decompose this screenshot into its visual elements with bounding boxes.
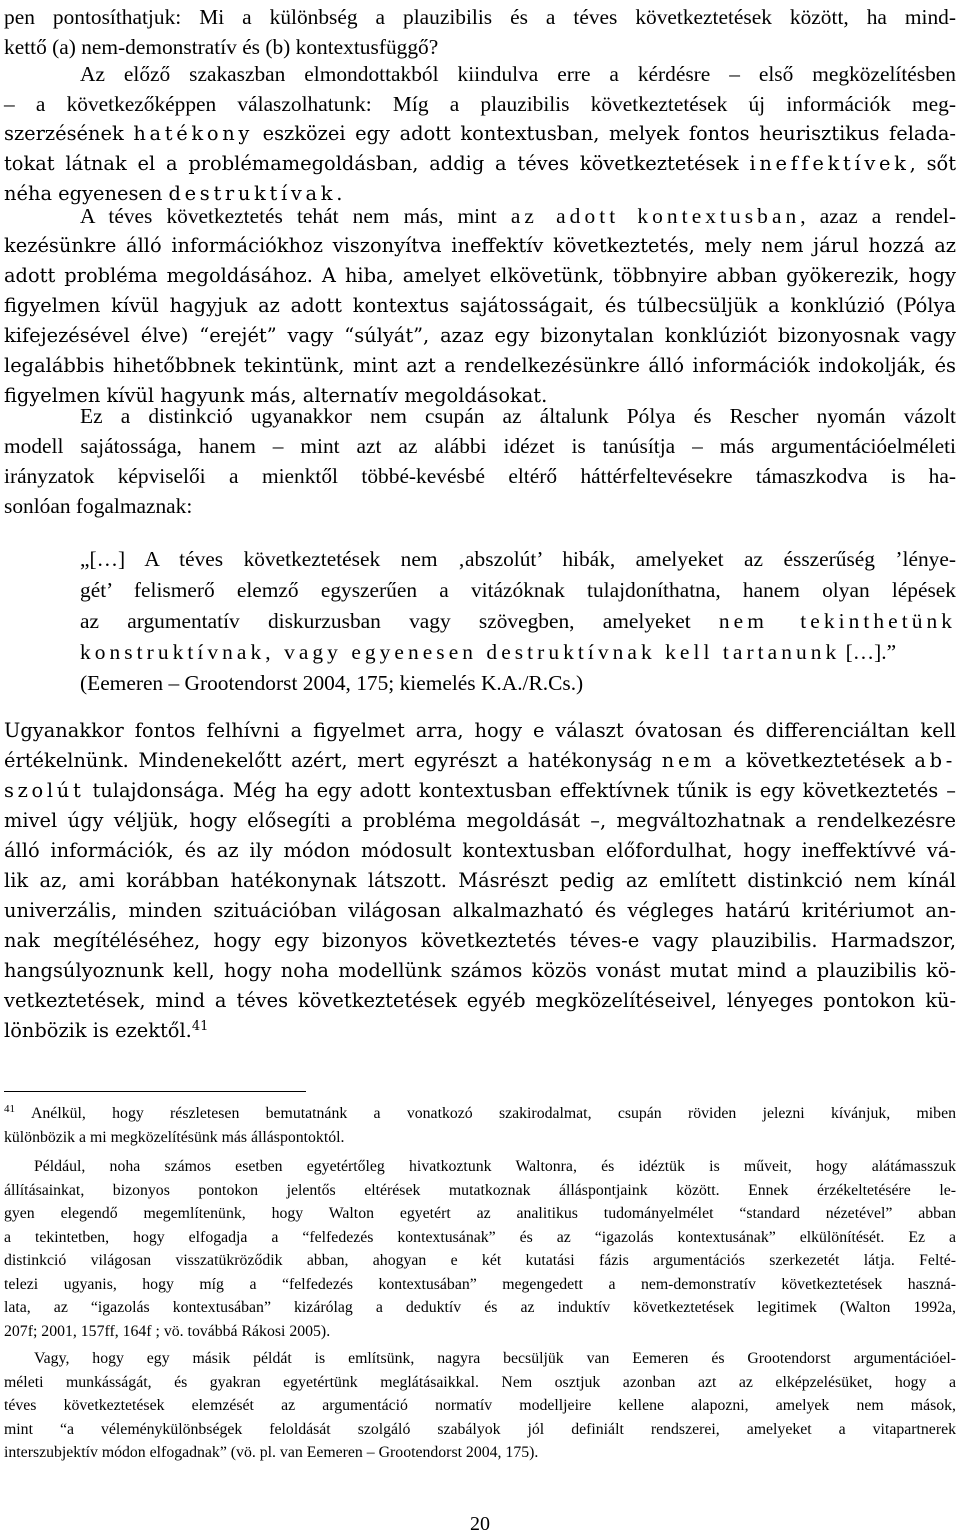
text-line: modell sajátossága, hanem – mint azt az alábbi idézet is tanúsítja – más argumentációelméleti [4, 434, 956, 458]
text-line: értékelnünk. Mindenekelőtt azért, mert egyrészt a hatékonyság nem a következtetések ab- [4, 749, 956, 772]
footnote-line: állításainkat, bizonyos pontokon jelentős eltérések mutatkoznak álláspontjaink között. Ennek érzékeltetésére le- [4, 1181, 956, 1199]
footnote-line: 207f; 2001, 157ff, 164f ; vö. továbbá Rákosi 2005). [4, 1322, 331, 1340]
footnote-line: téves következtetések elemzését az argumentáció normatív modelljeire kellene alapozni, amelyek nem mások, [4, 1397, 956, 1414]
text-line: kezésünkre álló információkhoz viszonyítva ineffektív következtetés, mely nem járul hozzá az [4, 234, 956, 257]
text-line: irányzatok képviselői a mienktől többé-kevésbé eltérő háttérfeltevésekre támaszkodva is ha- [4, 464, 956, 488]
text-line: szerzésének hatékony eszközei egy adott kontextusban, melyek fontos heurisztikus felada- [4, 122, 956, 145]
text-line: konstruktívnak, vagy egyenesen destruktívnak kell tartanunk […].” [80, 640, 897, 664]
text-line: lik az, ami korábban hatékonynak látszott. Másrészt pedig az említett distinkció nem kínál [4, 869, 956, 892]
paragraph [4, 2, 956, 62]
text-line: tokat látnak el a problémamegoldásban, addig a téves következtetések ineffektívek, sőt [4, 152, 957, 175]
text-line: gét’ felismerő elemző egyszerűen a vitázóknak tulajdoníthatna, hanem olyan lépések [80, 578, 956, 602]
citation: (Eemeren – Grootendorst 2004, 175; kiemelés K.A./R.Cs.) [80, 671, 584, 695]
text-line: néha egyenesen destruktívak. [4, 182, 343, 205]
emphasis-text: konstruktívnak, vagy egyenesen destruktívnak kell tartanunk [80, 640, 841, 664]
footnote-line: lata, az “igazolás kontextusában” kizárólag a deduktív és az induktív következtetések legitimek (Walton 1992a, [4, 1299, 956, 1316]
footnote-paragraph [4, 1347, 956, 1465]
text-line: figyelmen kívül hagyjuk az adott kontextus sajátosságait, és túlbecsüljük a konklúzió (Pólya [4, 294, 956, 317]
text-line: szolút tulajdonsága. Még ha egy adott kontextusban effektívnek tűnik is egy következtetés – [4, 779, 956, 802]
text-line: lönbözik is ezektől.$^{41}$ [4, 1019, 209, 1042]
footnote-line: $^{41}$ Anélkül, hogy részletesen bemutatnánk a vonatkozó szakirodalmat, csupán röviden jelezni kívánjuk, miben [4, 1103, 956, 1122]
paragraph [4, 201, 956, 411]
paragraph [4, 59, 956, 209]
emphasis-text: az adott kontextusban [510, 204, 801, 228]
paragraph [4, 716, 956, 1046]
text-line: – a következőképpen válaszolhatunk: Míg a plauzibilis következtetések új információk meg- [4, 92, 956, 116]
text-line: figyelmen kívül hagyunk más, alternatív megoldásokat. [4, 384, 548, 407]
emphasis-text: nem tekinthetünk [718, 609, 956, 633]
footnote-line: Vagy, hogy egy másik példát is említsünk, nagyra becsüljük van Eemeren és Grootendorst argumentációel- [34, 1350, 956, 1367]
text-line: Ugyanakkor fontos felhívni a figyelmet arra, hogy e választ óvatosan és differenciáltan kell [4, 719, 956, 742]
footnote-line: a tekintetben, hogy elfogadja a “felfedezés kontextusának” és az “igazolás kontextusának” elkülönítését. Ez a [4, 1228, 956, 1246]
text-line: A téves következtetés tehát nem más, mint az adott kontextusban, azaz a rendel- [80, 204, 956, 228]
emphasis-text: destruktívak [168, 182, 337, 205]
paragraph [4, 401, 956, 521]
emphasis-text: ab- [914, 749, 956, 772]
text-line: hangsúlyoznunk kell, hogy noha modellünk számos közös vonást mutat mind a plauzibilis kö- [4, 959, 956, 982]
page-number: 20 [470, 1513, 490, 1535]
emphasis-text: hatékony [133, 122, 254, 145]
footnote-reference: 41 [191, 1019, 209, 1034]
text-line: mivel úgy véljük, hogy elősegíti a probléma megoldását –, megváltozhatnak a rendelkezésre [4, 809, 956, 832]
footnote-line: distinkció világosan visszatükröződik abban, ahogyan e két kutatási fázis argumentációs szerkezetét látja. Felté- [4, 1252, 956, 1269]
text-line: pen pontosíthatjuk: Mi a különbség a plauzibilis és a téves következtetések között, ha mind- [4, 5, 956, 29]
footnote [4, 1102, 956, 1149]
footnote-line: telezi ugyanis, hogy míg a “felfedezés kontextusában” megengedett a nem-demonstratív következtetések haszná- [4, 1275, 956, 1293]
text-line: Ez a distinkció ugyanakkor nem csupán az általunk Pólya és Rescher nyomán vázolt [80, 404, 956, 428]
footnote-paragraph [4, 1155, 956, 1343]
footnote-line: különbözik a mi megközelítésünk más álláspontoktól. [4, 1128, 345, 1146]
text-line: adott probléma megoldásához. A hiba, amelyet elkövetünk, többnyire abban gyökerezik, hogy [4, 264, 957, 287]
footnote-line: mint “a véleménykülönbségek feloldását szolgáló szabályok jól definiált rendszerei, amelyeket a vitapartnerek [4, 1420, 956, 1438]
text-line: az argumentatív diskurzusban vagy szövegben, amelyeket nem tekinthetünk [80, 609, 956, 633]
text-line: „[…] A téves következtetések nem ‚abszolút’ hibák, amelyeket az ésszerűség ’lénye- [80, 547, 956, 571]
text-line: sonlóan fogalmaznak: [4, 494, 193, 518]
emphasis-text: szolút [4, 779, 85, 802]
footnote-line: gyen elegendő megemlítenünk, hogy Walton egyetért az analitikus tudományelmélet “standard nézetével” abban [4, 1205, 956, 1222]
text-line: Az előző szakaszban elmondottakból kiindulva erre a kérdésre – első megközelítésben [80, 62, 956, 86]
emphasis-text: ineffektívek [749, 152, 910, 175]
text-line: kifejezésével élve) “erejét” vagy “súlyát”, azaz egy bizonytalan konklúziót bizonyosnak vagy [4, 324, 956, 347]
footnote-line: Például, noha számos esetben egyetértőleg hivatkoztunk Waltonra, és idéztük is műveit, hogy alátámasszuk [34, 1158, 956, 1175]
block-quote [80, 544, 956, 699]
footnote-line: interszubjektív módon elfogadnak” (vö. pl. van Eemeren – Grootendorst 2004, 175). [4, 1444, 539, 1461]
text-line: legalábbis hihetőbbnek tekintünk, mint azt a rendelkezésünkre álló információk indokolják, és [4, 354, 956, 377]
text-line: kettő (a) nem-demonstratív és (b) kontextusfüggő? [4, 35, 439, 59]
text-line: álló információk, és az ily módon módosult kontextusban előfordulhat, hogy ineffektívvé vá- [4, 839, 956, 862]
footnote-line: méleti munkásságát, és gyakran egyetértünk meglátásaikkal. Nem osztjuk azonban azt az elképzelésüket, hogy a [4, 1373, 956, 1391]
footnote-marker: 41 [4, 1103, 15, 1115]
text-line: nak megítéléséhez, hogy egy bizonyos következtetés téves-e vagy plauzibilis. Harmadszor, [4, 929, 956, 952]
text-line: vetkeztetések, mind a téves következtetések egyéb megközelítéseivel, lényeges pontokon kü- [4, 989, 956, 1012]
emphasis-text: nem [661, 749, 716, 772]
footnote-separator [4, 1091, 306, 1092]
text-line: univerzális, minden szituációban világosan alkalmazható és végleges határú kritériumot an- [4, 899, 956, 922]
